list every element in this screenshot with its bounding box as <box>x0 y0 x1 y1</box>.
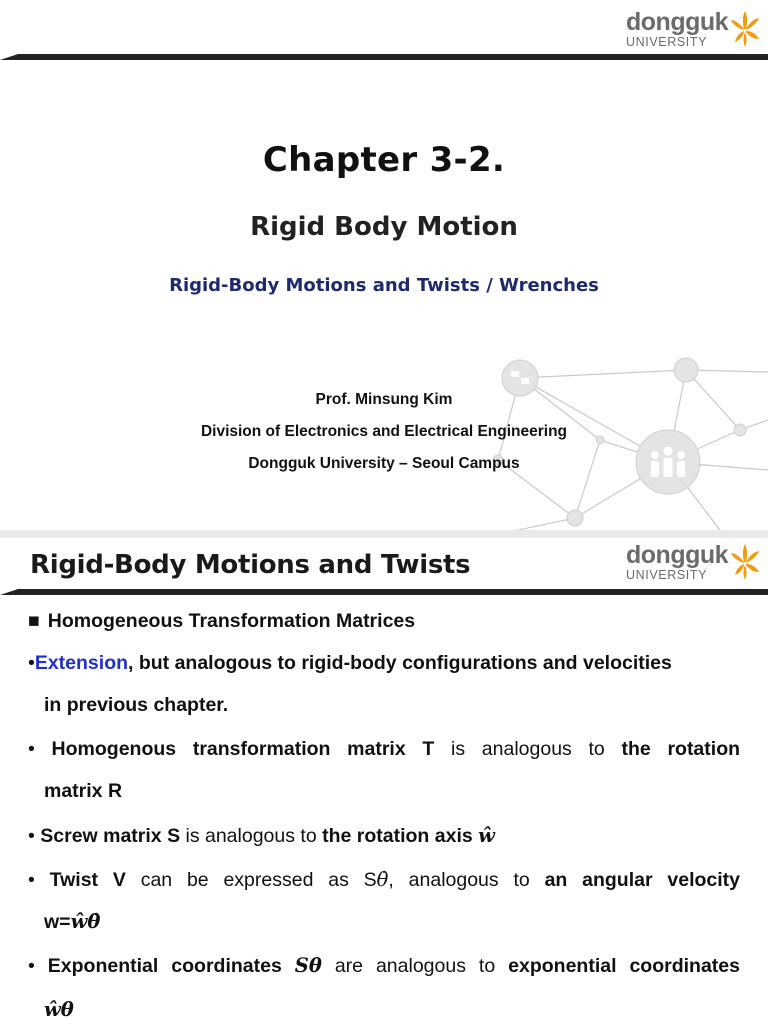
bullet-icon: • <box>28 825 35 847</box>
lotus-emblem-icon <box>730 542 760 582</box>
bullet-text: is analogous to <box>434 738 622 760</box>
term: matrix R <box>44 780 123 802</box>
bullet-text: , but analogous to rigid-body configurations and velocities <box>128 652 672 674</box>
bullet-icon: • <box>28 955 35 977</box>
header-bar <box>0 51 768 61</box>
extension-term: Extension <box>34 652 129 674</box>
bullet-text: in previous chapter. <box>44 694 229 716</box>
bullet-extension <box>28 654 672 674</box>
bullet-icon: • <box>28 869 35 891</box>
bullet-screw-matrix <box>28 826 495 847</box>
bullet-extension-cont <box>44 696 228 716</box>
term: Screw matrix S <box>40 825 181 847</box>
term: the rotation axis <box>322 825 479 847</box>
bullet-transform-matrix-cont <box>44 782 122 802</box>
author-university: Dongguk University – Seoul Campus <box>248 455 520 472</box>
bullet-exponential-coordinates <box>28 956 740 977</box>
term: Twist V <box>49 869 126 891</box>
logo-wordmark: dongguk <box>626 540 729 569</box>
bullet-twist <box>28 870 740 891</box>
term: Exponential coordinates <box>47 955 295 977</box>
theta-dot-symbol: θ̇ <box>376 868 389 891</box>
bullet-exponential-cont <box>44 1000 74 1021</box>
logo-wordmark: dongguk <box>626 7 729 36</box>
bullet-twist-cont <box>44 912 100 933</box>
dongguk-logo-small <box>626 542 760 582</box>
section-title: Rigid-Body Motions and Twists <box>30 550 471 580</box>
omega-hat-theta-symbol: ŵθ <box>44 998 74 1021</box>
term: the rotation <box>621 738 741 760</box>
term: exponential coordinates <box>508 955 740 977</box>
omega-hat-symbol: ŵ <box>478 824 495 847</box>
dongguk-logo <box>626 9 760 49</box>
bullet-icon: • <box>28 738 35 760</box>
term: Homogenous transformation matrix T <box>51 738 435 760</box>
content-slide <box>0 538 768 1024</box>
term: an angular velocity <box>544 869 741 891</box>
logo-university: UNIVERSITY <box>626 567 708 582</box>
term: w= <box>44 911 71 933</box>
title-underline-bar <box>0 586 768 596</box>
slide-title: Rigid Body Motion <box>250 212 518 242</box>
author-name: Prof. Minsung Kim <box>315 391 453 408</box>
bullet-transform-matrix <box>28 740 740 760</box>
subheading-text: Homogeneous Transformation Matrices <box>47 610 416 632</box>
bullet-text: is analogous to <box>180 825 323 847</box>
angular-velocity-symbol: ŵθ̇ <box>70 910 101 933</box>
slide-separator <box>0 530 768 538</box>
s-theta-symbol: Sθ <box>294 954 322 977</box>
square-bullet-icon: ■ <box>28 610 40 632</box>
bullet-text: , analogous to <box>388 869 545 891</box>
bullet-text: are analogous to <box>321 955 509 977</box>
subheading <box>28 612 415 632</box>
bullet-icon: • <box>28 652 35 674</box>
slide-subtitle: Rigid-Body Motions and Twists / Wrenches <box>169 275 599 296</box>
lotus-emblem-icon <box>730 9 760 49</box>
author-division: Division of Electronics and Electrical Engineering <box>200 423 568 440</box>
chapter-title: Chapter 3-2. <box>262 140 506 180</box>
bullet-text: can be expressed as S <box>125 869 377 891</box>
logo-university: UNIVERSITY <box>626 34 708 49</box>
